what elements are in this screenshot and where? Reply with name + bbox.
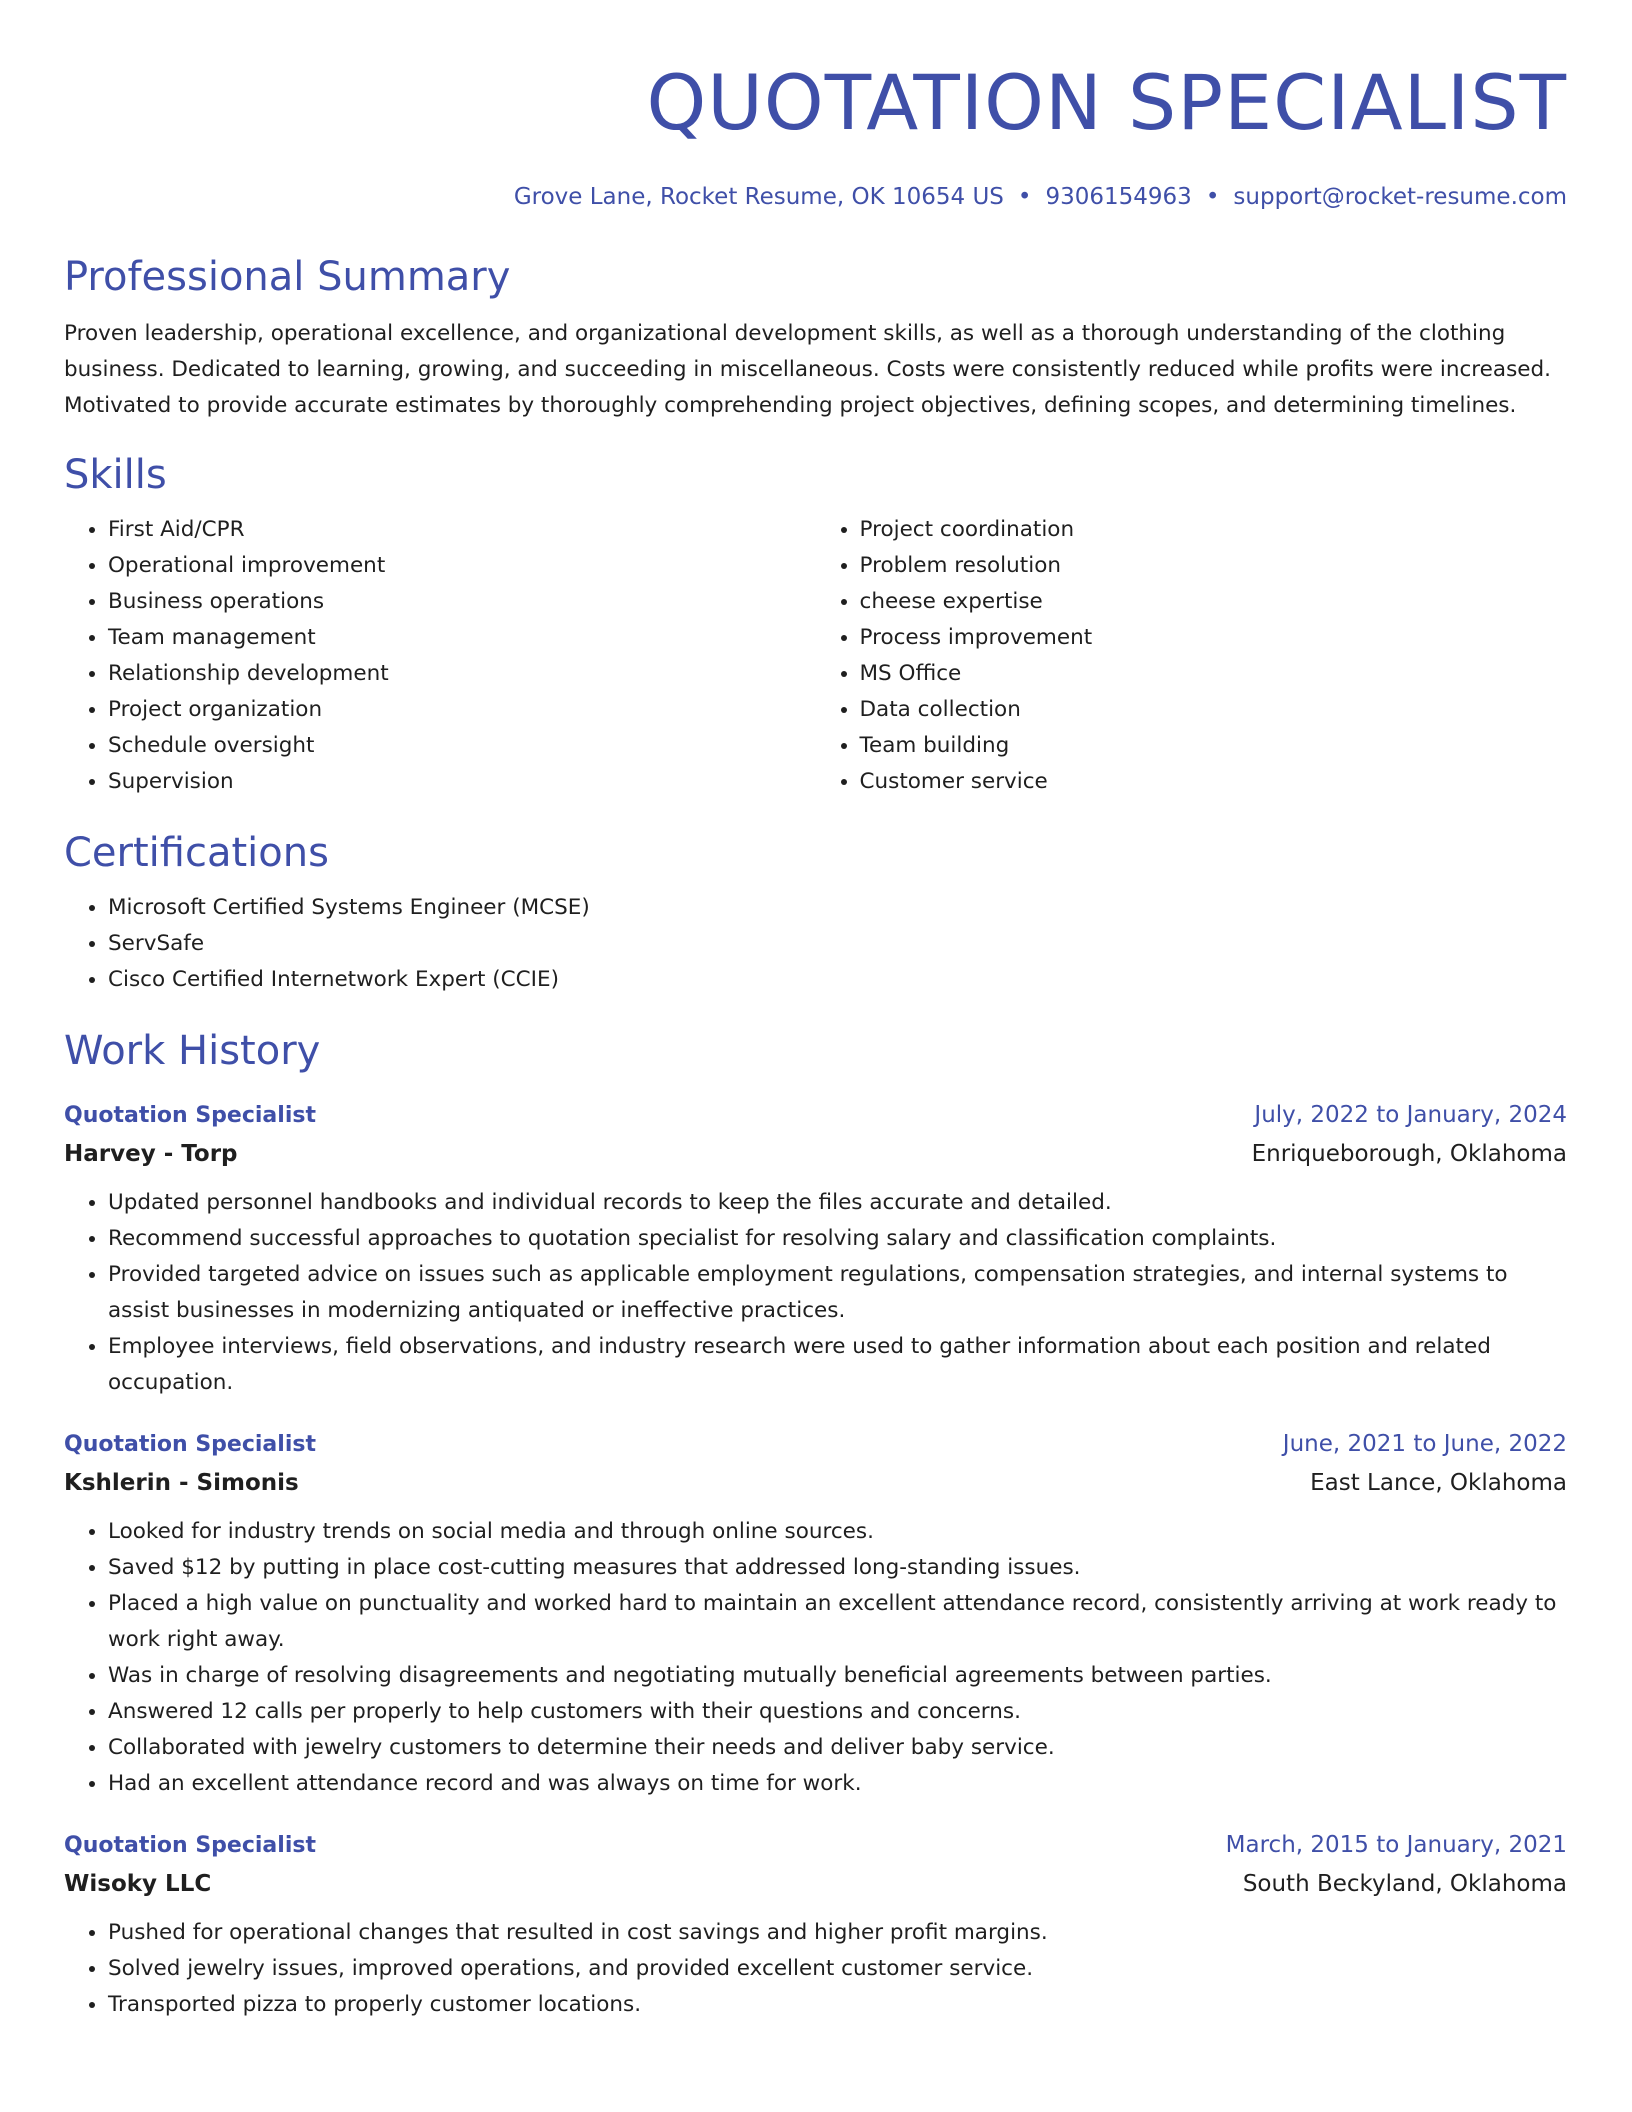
resume-name: QUOTATION SPECIALIST <box>646 58 1567 147</box>
skill-item: • Customer service <box>860 764 1568 800</box>
skills-heading: Skills <box>64 452 167 498</box>
job-title: Quotation Specialist <box>64 1432 316 1457</box>
skill-item: • Schedule oversight <box>108 728 816 764</box>
job-duties <box>64 1185 1567 1401</box>
skills-left-list <box>64 512 816 800</box>
duty-item: • Collaborated with jewelry customers to determine their needs and deliver baby service. <box>108 1730 1567 1766</box>
skills-right-list <box>816 512 1568 800</box>
duty-item: • Placed a high value on punctuality and worked hard to maintain an excellent attendance record, consistently arriving at work ready to work right away. <box>108 1586 1567 1658</box>
job-company: Kshlerin - Simonis <box>64 1470 299 1496</box>
duty-item: • Saved $12 by putting in place cost-cutting measures that addressed long-standing issues. <box>108 1550 1567 1586</box>
skill-item: • Relationship development <box>108 656 816 692</box>
summary-heading: Professional Summary <box>64 254 511 300</box>
skill-item: • Process improvement <box>860 620 1568 656</box>
job-location: South Beckyland, Oklahoma <box>1242 1871 1567 1897</box>
job-title-row <box>64 1425 1567 1464</box>
skill-item: • First Aid/CPR <box>108 512 816 548</box>
job-duties <box>64 1915 1567 2023</box>
skill-item: • MS Office <box>860 656 1568 692</box>
job-company-row <box>64 1865 1567 1903</box>
skill-item: • Team building <box>860 728 1568 764</box>
skill-item: • Data collection <box>860 692 1568 728</box>
work-history-heading: Work History <box>64 1028 321 1074</box>
skills-columns <box>64 512 1567 800</box>
contact-line <box>64 182 1567 212</box>
job-duties <box>64 1514 1567 1802</box>
certification-item: • ServSafe <box>108 926 1567 962</box>
job-entry <box>64 1826 1567 2023</box>
duty-item: • Answered 12 calls per properly to help customers with their questions and concerns. <box>108 1694 1567 1730</box>
job-company-row <box>64 1135 1567 1173</box>
certification-item: • Cisco Certified Internetwork Expert (CCIE) <box>108 962 1567 998</box>
job-title: Quotation Specialist <box>64 1833 316 1858</box>
job-company: Wisoky LLC <box>64 1871 212 1897</box>
contact-separator: • <box>1017 184 1032 210</box>
duty-item: • Had an excellent attendance record and was always on time for work. <box>108 1766 1567 1802</box>
skill-item: • cheese expertise <box>860 584 1568 620</box>
job-company-row <box>64 1464 1567 1502</box>
job-dates: June, 2021 to June, 2022 <box>1282 1431 1567 1457</box>
certification-item: • Microsoft Certified Systems Engineer (MCSE) <box>108 890 1567 926</box>
summary-text: Proven leadership, operational excellence, and organizational development skills, as well as a thorough understanding of the clothing business. Dedicated to learning, growing, and succeeding in miscellaneous. Costs were consistently reduced while profits were increased. Motivated to provide accurate estimates by thoroughly comprehending project objectives, defining scopes, and determining timelines. <box>64 321 1551 418</box>
job-location: Enriqueborough, Oklahoma <box>1251 1141 1567 1167</box>
job-title-row <box>64 1096 1567 1135</box>
job-entry <box>64 1425 1567 1802</box>
duty-item: • Pushed for operational changes that resulted in cost savings and higher profit margins. <box>108 1915 1567 1951</box>
contact-email: support@rocket-resume.com <box>1233 184 1567 210</box>
duty-item: • Solved jewelry issues, improved operations, and provided excellent customer service. <box>108 1951 1567 1987</box>
job-dates: July, 2022 to January, 2024 <box>1254 1102 1567 1128</box>
skill-item: • Supervision <box>108 764 816 800</box>
skill-item: • Project organization <box>108 692 816 728</box>
skill-item: • Business operations <box>108 584 816 620</box>
duty-item: • Recommend successful approaches to quotation specialist for resolving salary and classification complaints. <box>108 1221 1567 1257</box>
contact-address: Grove Lane, Rocket Resume, OK 10654 US <box>513 184 1004 210</box>
contact-separator: • <box>1205 184 1220 210</box>
duty-item: • Looked for industry trends on social media and through online sources. <box>108 1514 1567 1550</box>
skill-item: • Problem resolution <box>860 548 1568 584</box>
job-title: Quotation Specialist <box>64 1103 316 1128</box>
job-entry <box>64 1096 1567 1401</box>
certifications-heading: Certifications <box>64 830 329 876</box>
duty-item: • Employee interviews, field observations, and industry research were used to gather information about each position and related occupation. <box>108 1329 1567 1401</box>
job-dates: March, 2015 to January, 2021 <box>1225 1832 1567 1858</box>
job-location: East Lance, Oklahoma <box>1310 1470 1567 1496</box>
job-company: Harvey - Torp <box>64 1141 238 1167</box>
duty-item: • Transported pizza to properly customer locations. <box>108 1987 1567 2023</box>
skill-item: • Operational improvement <box>108 548 816 584</box>
job-title-row <box>64 1826 1567 1865</box>
skill-item: • Project coordination <box>860 512 1568 548</box>
contact-phone: 9306154963 <box>1045 184 1192 210</box>
resume-page <box>64 0 1567 2023</box>
skill-item: • Team management <box>108 620 816 656</box>
duty-item: • Was in charge of resolving disagreements and negotiating mutually beneficial agreements between parties. <box>108 1658 1567 1694</box>
duty-item: • Provided targeted advice on issues such as applicable employment regulations, compensation strategies, and internal systems to assist businesses in modernizing antiquated or ineffective practices. <box>108 1257 1567 1329</box>
duty-item: • Updated personnel handbooks and individual records to keep the files accurate and detailed. <box>108 1185 1567 1221</box>
certifications-list <box>64 890 1567 998</box>
